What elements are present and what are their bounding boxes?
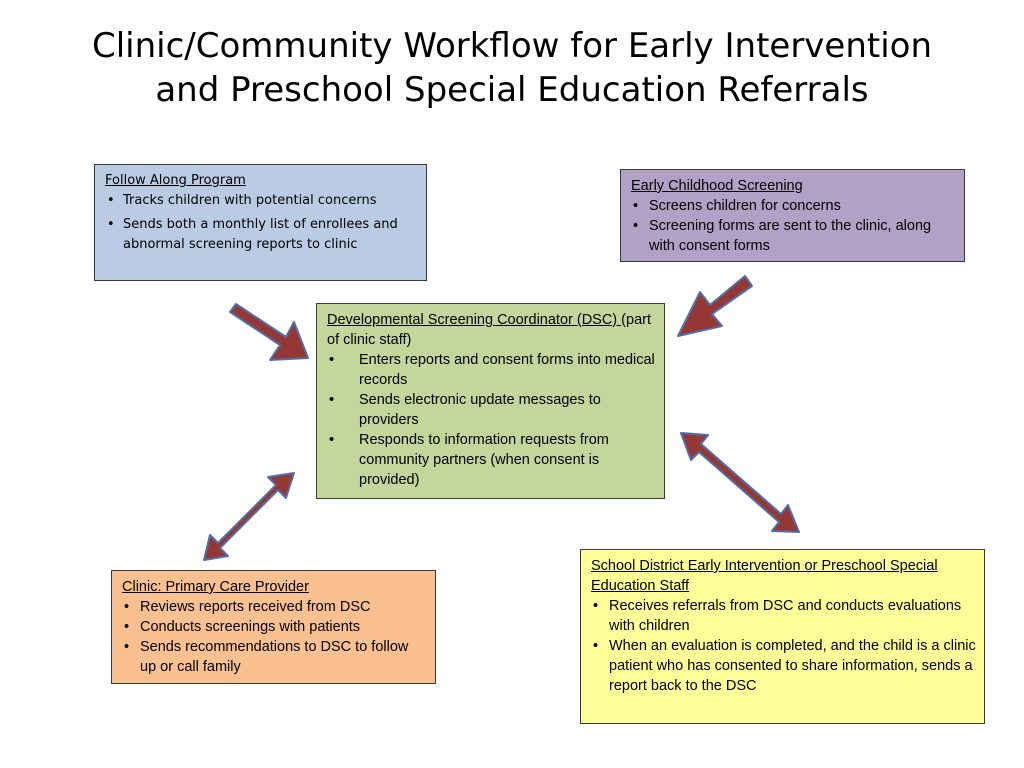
dsc-heading: Developmental Screening Coordinator (DSC): [327, 312, 622, 328]
arrow-dsc-school-bidirectional: [681, 433, 799, 532]
list-item: • Sends electronic update messages to providers: [327, 390, 656, 430]
list-item: • Sends recommendations to DSC to follow up or call family: [122, 637, 427, 677]
clinic-heading: Clinic: Primary Care Provider: [122, 579, 309, 595]
list-item: • Enters reports and consent forms into medical records: [327, 350, 656, 390]
dsc-box: [316, 303, 665, 499]
list-item: • Responds to information requests from community partners (when consent is provided): [327, 430, 656, 490]
list-item: • Tracks children with potential concerns: [105, 191, 418, 211]
school-bullets: [591, 596, 976, 696]
follow-along-program-box: [94, 164, 427, 281]
clinic-bullets: [122, 597, 427, 677]
title-line-1: Clinic/Community Workflow for Early Intervention: [91, 26, 933, 66]
list-item: • Sends both a monthly list of enrollees and abnormal screening reports to clinic: [105, 215, 418, 255]
list-item: • Receives referrals from DSC and conducts evaluations with children: [591, 596, 976, 636]
follow-along-heading: Follow Along Program: [105, 173, 246, 188]
follow-along-bullets: [105, 191, 418, 255]
arrow-follow-to-dsc: [230, 304, 308, 360]
arrow-ecs-to-dsc: [678, 276, 752, 336]
arrow-dsc-clinic-bidirectional: [204, 473, 294, 560]
list-item: • Screening forms are sent to the clinic, along with consent forms: [631, 216, 956, 256]
title-line-2: and Preschool Special Education Referrals: [155, 70, 869, 110]
dsc-heading-suffix: (part of clinic staff): [327, 312, 651, 348]
early-childhood-screening-box: [620, 169, 965, 262]
early-childhood-bullets: [631, 196, 956, 256]
clinic-primary-care-box: [111, 570, 436, 684]
early-childhood-heading: Early Childhood Screening: [631, 178, 803, 194]
list-item: • Conducts screenings with patients: [122, 617, 427, 637]
school-heading: School District Early Intervention or Preschool Special Education Staff: [591, 558, 938, 594]
list-item: • When an evaluation is completed, and the child is a clinic patient who has consented to share information, sends a report back to the DSC: [591, 636, 976, 696]
school-district-box: [580, 549, 985, 724]
dsc-heading-line: [327, 310, 656, 350]
list-item: • Screens children for concerns: [631, 196, 956, 216]
list-item: • Reviews reports received from DSC: [122, 597, 427, 617]
dsc-bullets: [327, 350, 656, 490]
